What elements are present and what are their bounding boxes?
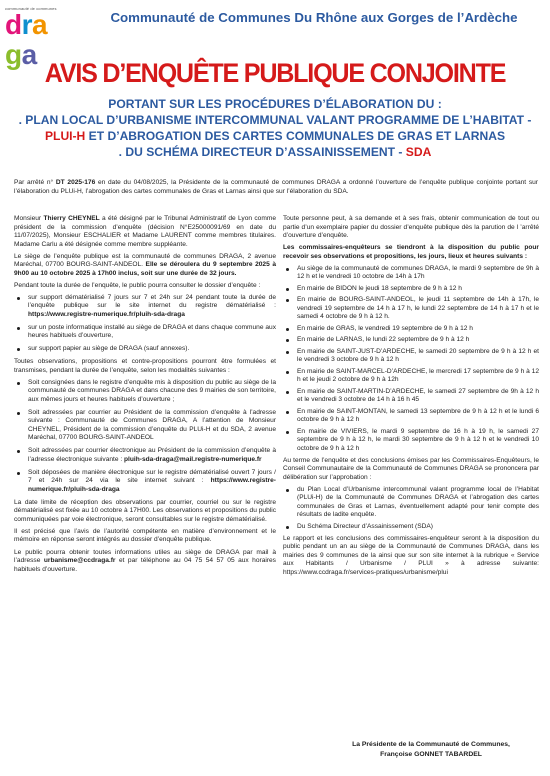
list-item: Soit consignées dans le registre d’enquête mis à disposition du public au siège de la communauté de communes DRAGA et dans chacune des 9 mairies de son territoire, aux mêmes jours et heures habituels d’ouverture ; (14, 379, 276, 405)
list-item: Soit adressées par courrier au Président de la commission d’enquête à l’adresse suivante : Communauté de Communes DRAGA, A l’attention de Monsieur CHEYNEL, Président de la commission d’enquête du PLUi-H et du SDA, 2 avenue Maréchal, 07700 BOURG-SAINT-ANDEOL (14, 409, 276, 443)
subtitle-sda: SDA (405, 145, 432, 159)
consultation-list (14, 294, 276, 354)
logo-wordmark: draga (5, 9, 48, 70)
list-item: En mairie de SAINT-MARCEL-D’ARDECHE, le mercredi 17 septembre de 9 h à 12 h et le jeudi 2 octobre de 9 h à 12h (283, 368, 539, 385)
consultation-intro: Pendant toute la durée de l’enquête, le public pourra consulter le dossier d’enquête : (14, 281, 261, 289)
permanences-intro: Les commissaires-enquêteurs se tiendront à la disposition du public pour recevoir ses observations et propositions, les jours, lieux et heures suivants : (283, 244, 539, 260)
list-item: du Plan Local d’Urbanisme intercommunal valant programme local de l’Habitat (PLUi-H) de la Communauté de Communes DRAGA et l’abrogation des cartes communales de Gras et Larnas, éventuellement adapté pour tenir compte des résultats de ladite enquête. (283, 486, 539, 520)
signature-title: La Présidente de la Communauté de Communes, (352, 741, 510, 748)
list-item: sur un poste informatique installé au siège de DRAGA et dans chaque commune aux heures habituels d’ouverture, (14, 324, 276, 341)
list-item: sur support papier au siège de DRAGA (sauf annexes). (14, 345, 276, 354)
authority-paragraph: Il est précisé que l’avis de l’autorité compétente en matière d’environnement et le mémoire en réponse seront intégrés au dossier d’enquête publique. (14, 527, 276, 544)
subtitle-line-1: PORTANT SUR LES PROCÉDURES D’ÉLABORATION DU : (108, 97, 442, 111)
list-item: En mairie de BOURG-SAINT-ANDEOL, le jeudi 11 septembre de 14h à 17h, le vendredi 19 septembre de 14 h à 17 h, le lundi 22 septembre de 14 h à 17 h et le samedi 4 octobre de 9 h à 12 h. (283, 296, 539, 322)
contact-paragraph: Le public pourra obtenir toutes informations utiles au siège de DRAGA par mail à l’adresse urbanisme@ccdraga.fr et par téléphone au 04 75 54 57 05 aux horaires habituels d’ouverture. (14, 548, 276, 573)
subtitle-line-3-rest: ET D’ABROGATION DES CARTES COMMUNALES DE GRAS ET LARNAS (85, 129, 506, 143)
approval-list (283, 486, 539, 532)
observations-list (14, 379, 276, 495)
intro-paragraph: Par arrêté n° DT 2025-176 en date du 04/08/2025, la Présidente de la communauté de communes DRAGA a ordonné l’ouverture de l’enquête publique conjointe portant sur l’élaboration du PLUi-H, l’abrogation des cartes communales de Gras et Larnas ainsi que sur l’élaboration du SDA. (14, 179, 538, 195)
list-item: En mairie de SAINT-JUST-D’ARDECHE, le samedi 20 septembre de 9 h à 12 h et le vendredi 3 octobre de 9 h à 12 h (283, 348, 539, 365)
left-column (14, 215, 276, 578)
list-item: En mairie de GRAS, le vendredi 19 septembre de 9 h à 12 h (283, 325, 539, 334)
signature-block (326, 740, 536, 760)
subtitle-line-4-text: . DU SCHÉMA DIRECTEUR D’ASSAINISSEMENT - (118, 145, 406, 159)
logo-caption: communauté de communes (5, 6, 57, 11)
copy-paragraph: Toute personne peut, à sa demande et à ses frais, obtenir communication de tout ou partie d’un exemplaire papier du dossier d’enquête publique dès la parution de l ’arrêté d’ouverture d’enquête. (283, 215, 539, 239)
subtitle-line-3 (0, 128, 550, 144)
list-item: Soit déposées de manière électronique sur le registre dématérialisé ouvert 7 jours / 7 et 24h sur 24 via le site internet suivant : https://www.registre-numerique.fr/pluih-sda-draga (14, 469, 276, 495)
list-item: En mairie de LARNAS, le lundi 22 septembre de 9 h à 12 h (283, 336, 539, 345)
signature-name: Françoise GONNET TABARDEL (380, 751, 482, 758)
list-item: Soit adressées par courrier électronique au Président de la commission d’enquête à l’adresse électronique suivante : pluih-sda-draga@mail.registre-numerique.fr (14, 447, 276, 464)
commission-paragraph: Monsieur Thierry CHEYNEL a été désigné par le Tribunal Administratif de Lyon comme président de la commission d’enquête (décision N°E25000091/69 en date du 11/07/2025), Monsieur ESCHALIER et Madame LAURENT comme membres titulaires. Madame Carlu a été désignée comme membre suppléante. (14, 215, 276, 248)
siege-paragraph: Le siège de l’enquête publique est la communauté de communes DRAGA, 2 avenue Maréchal, 07700 BOURG-SAINT-ANDEOL. Elle se déroulera du 9 septembre 2025 à 9h00 au 10 octobre 2025 à 17h00 inclus, soit sur une durée de 32 jours. (14, 252, 276, 277)
page-title: AVIS D’ENQUÊTE PUBLIQUE CONJOINTE (44, 58, 506, 88)
list-item: Au siège de la communauté de communes DRAGA, le mardi 9 septembre de 9h à 12 h et le vendredi 10 octobre de 14h à 17h (283, 265, 539, 282)
list-item: En mairie de SAINT-MARTIN-D’ARDECHE, le samedi 27 septembre de 9h à 12 h et le vendredi 3 octobre de 14 h à 16 h 45 (283, 388, 539, 405)
conclusion-paragraph: Au terme de l’enquête et des conclusions émises par les Commissaires-Enquêteurs, le Conseil Communautaire de la Communauté de Communes DRAGA se prononcera par délibération sur l’approbation : (283, 456, 539, 481)
observations-intro: Toutes observations, propositions et contre-propositions pourront être formulées et transmises, pendant la durée de l’enquête, selon les modalités suivantes : (14, 358, 276, 374)
permanences-list (283, 265, 539, 454)
report-paragraph: Le rapport et les conclusions des commissaires-enquêteur seront à la disposition du public pendant un an au siège de la Communauté de Communes DRAGA, dans les mairies des 9 communes de la ainsi que sur son site internet à la rubrique « Service aux Habitants / Urbanisme / PLUI » à adresse suivante: https://www.ccdraga.fr/services-pratiques/urbanisme/plui (283, 534, 539, 576)
subtitle-line-4 (0, 144, 550, 160)
list-item: Du Schéma Directeur d’Assainissement (SDA) (283, 523, 539, 532)
list-item: sur support dématérialisé 7 jours sur 7 et 24h sur 24 pendant toute la durée de l’enquête publique sur le site internet du registre dématérialisé : https://www.registre-numerique.fr/pluih-sda-draga (14, 294, 276, 320)
list-item: En mairie de BIDON le jeudi 18 septembre de 9 h à 12 h (283, 285, 539, 294)
community-name: Communauté de Communes Du Rhône aux Gorges de l’Ardèche (110, 10, 518, 25)
subtitle-line-2: . PLAN LOCAL D’URBANISME INTERCOMMUNAL VALANT PROGRAMME DE L’HABITAT - (18, 113, 532, 127)
deadline-paragraph: La date limite de réception des observations par courrier, courriel ou sur le registre dématérialisé est fixée au 10 octobre à 17H00. Les observations et propositions du public communiquées par voie électronique, seront consultables sur le registre dématérialisé. (14, 498, 276, 523)
list-item: En mairie de SAINT-MONTAN, le samedi 13 septembre de 9 h à 12 h et le lundi 6 octobre de 9 h à 12 h (283, 408, 539, 425)
list-item: En mairie de VIVIERS, le mardi 9 septembre de 16 h à 19 h, le samedi 27 septembre de 9 h à 12 h, le mardi 30 septembre de 9 h à 12 h et le vendredi 10 octobre de 9 h à 12 h (283, 428, 539, 454)
draga-logo (5, 4, 63, 70)
subtitle-pluih: PLUI-H (44, 129, 86, 143)
right-column (283, 215, 539, 581)
